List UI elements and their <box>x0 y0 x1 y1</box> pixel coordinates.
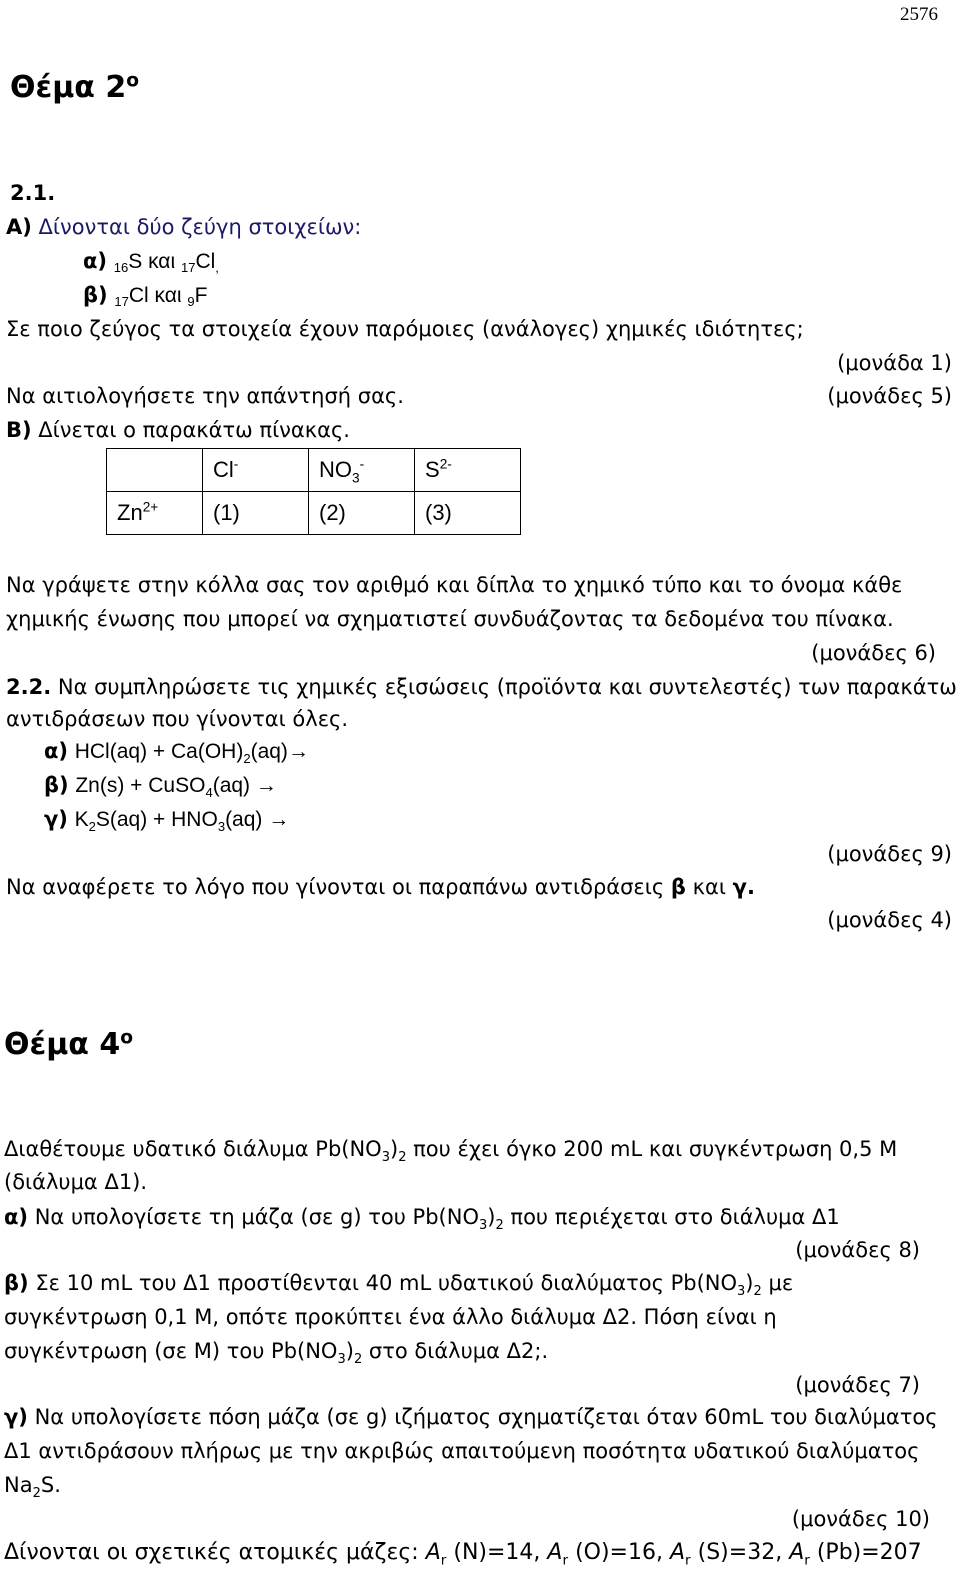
pair-a-z1: 16 <box>113 260 129 276</box>
eq-a-sub1: 2 <box>243 751 251 767</box>
zn-symbol: Zn <box>117 499 143 525</box>
part-a-line <box>6 215 361 240</box>
pair-b-and: και <box>154 284 182 307</box>
s-symbol: S <box>425 456 440 482</box>
mass-n: (N)=14, <box>446 1540 548 1565</box>
pair-a-z2: 17 <box>180 260 196 276</box>
theme4-c-line-3 <box>4 1473 61 1502</box>
atomic-masses-line <box>4 1540 922 1569</box>
theme4-b-line-2: συγκέντρωση 0,1 M, οπότε προκύπτει ένα άλλο διάλυμα Δ2. Πόση είναι η <box>4 1305 777 1329</box>
theme4-a-part1: Να υπολογίσετε τη μάζα (σε g) του Pb(NO <box>34 1205 479 1229</box>
pair-b-e1: Cl <box>128 284 149 307</box>
theme4-a-label: α) <box>4 1205 29 1229</box>
pair-b-label: β) <box>83 283 108 307</box>
equation-c-formula <box>74 808 290 835</box>
theme4-a-line <box>4 1205 840 1234</box>
write-line-2: χημικής ένωσης που μπορεί να σχηματιστεί συνδυάζοντας τα δεδομένα του πίνακα. <box>6 607 894 631</box>
eq-a-part2: (aq) <box>250 740 288 763</box>
no3-sub: 3 <box>352 470 360 486</box>
table-cell-3: (3) <box>415 492 521 535</box>
table-header-no3 <box>309 449 415 492</box>
arrow-icon: → <box>287 740 309 763</box>
theme4-c-line-2: Δ1 αντιδράσουν πλήρως με την ακριβώς απαιτούμενη ποσότητα υδατικού διαλύματος <box>4 1439 920 1463</box>
intro-part1: Διαθέτουμε υδατικό διάλυμα Pb(NO <box>4 1137 382 1161</box>
eq-c-part2: S(aq) + HNO <box>95 808 218 831</box>
marks-5: (μονάδες 5) <box>827 384 952 408</box>
theme4-heading-sup: ο <box>120 1027 133 1048</box>
theme2-heading-sup: ο <box>126 70 139 91</box>
pair-b-z2: 9 <box>187 294 195 310</box>
theme4-a-sub1: 3 <box>478 1218 488 1234</box>
section-2-2-line <box>6 675 957 700</box>
eq-b-part2: (aq) <box>212 774 251 797</box>
theme4-intro-line-1 <box>4 1137 898 1166</box>
theme4-c-label: γ) <box>4 1405 28 1429</box>
arrow-icon: → <box>255 774 277 797</box>
cl-charge: - <box>233 456 239 472</box>
equation-a <box>44 739 309 767</box>
theme4-b-sub2: 2 <box>753 1284 762 1300</box>
pair-b-formula <box>114 284 208 310</box>
justify-line: Να αιτιολογήσετε την απάντησή σας. <box>6 384 404 408</box>
marks-8: (μονάδες 8) <box>795 1238 920 1262</box>
intro-part2: ) <box>390 1137 399 1161</box>
eq-c-part3: (aq) <box>225 808 263 831</box>
pair-a-and: και <box>148 250 176 273</box>
pair-b-line <box>83 283 207 308</box>
section-2-2-line-2: αντιδράσεων που γίνονται όλες. <box>6 707 349 731</box>
theme4-b-part3: με <box>761 1271 794 1295</box>
theme4-heading-text: Θέμα 4 <box>4 1027 121 1062</box>
theme4-heading <box>4 1027 133 1063</box>
theme4-b-line-3 <box>4 1339 549 1368</box>
ar-pb: A <box>789 1540 805 1565</box>
equation-b-formula <box>75 774 277 801</box>
theme4-a-sub2: 2 <box>495 1218 504 1234</box>
intro-sub1: 3 <box>381 1150 390 1166</box>
theme4-b-l3-sub1: 3 <box>337 1352 346 1368</box>
table-row <box>107 492 521 535</box>
eq-b-sub1: 4 <box>205 785 213 801</box>
mass-s: (S)=32, <box>690 1540 790 1565</box>
ar-n-sub: r <box>440 1552 447 1569</box>
table-header-s <box>415 449 521 492</box>
pair-b-z1: 17 <box>114 294 129 310</box>
no3-charge: - <box>359 456 365 472</box>
section-2-2: 2.2. <box>6 675 52 699</box>
table-cell-1: (1) <box>203 492 309 535</box>
pair-a-tail: , <box>215 260 219 276</box>
part-b-text: Δίνεται ο παρακάτω πίνακας. <box>38 418 350 442</box>
ar-o-sub: r <box>562 1552 569 1569</box>
theme4-c-l3-part2: S. <box>40 1473 61 1497</box>
pair-a-e2: Cl <box>195 250 216 273</box>
part-b-line <box>6 418 350 443</box>
pair-a-label: α) <box>83 249 108 273</box>
ion-table <box>106 448 521 535</box>
pair-b-e2: F <box>194 284 208 307</box>
marks-1: (μονάδα 1) <box>837 351 952 375</box>
ar-o: A <box>547 1540 563 1565</box>
ar-s-sub: r <box>685 1552 691 1569</box>
part-a-text: Δίνονται δύο ζεύγη στοιχείων: <box>38 215 362 239</box>
theme4-b-l3-part2: ) <box>345 1339 354 1363</box>
table-corner-cell <box>107 449 203 492</box>
question-1: Σε ποιο ζεύγος τα στοιχεία έχουν παρόμοιες (ανάλογες) χημικές ιδιότητες; <box>6 317 804 341</box>
mass-o: (O)=16, <box>568 1540 670 1565</box>
reason-end: . <box>746 875 755 899</box>
eq-a-part1: HCl(aq) + Ca(OH) <box>74 740 244 763</box>
part-a-label: Α) <box>6 215 32 239</box>
reason-b: β <box>670 875 686 899</box>
theme4-a-part3: που περιέχεται στο διάλυμα Δ1 <box>503 1205 840 1229</box>
reason-line <box>6 875 755 900</box>
equation-c-label: γ) <box>44 807 68 831</box>
theme4-b-l3-part3: στο διάλυμα Δ2;. <box>362 1339 549 1363</box>
pair-a-e1: S <box>128 250 143 273</box>
pair-a-formula <box>113 250 219 276</box>
intro-part3: που έχει όγκο 200 mL και συγκέντρωση 0,5 M <box>406 1137 898 1161</box>
no3-symbol: NO <box>319 456 352 482</box>
reason-text: Να αναφέρετε το λόγο που γίνονται οι παραπάνω αντιδράσεις <box>6 875 665 899</box>
table-header-cl <box>203 449 309 492</box>
equation-b-label: β) <box>44 773 69 797</box>
theme4-c-l3-sub1: 2 <box>32 1486 41 1502</box>
mass-pb: (Pb)=207 <box>809 1540 922 1565</box>
equation-c <box>44 807 290 835</box>
given-text: Δίνονται οι σχετικές ατομικές μάζες: <box>4 1540 419 1565</box>
table-row <box>107 449 521 492</box>
theme4-b-l3-sub2: 2 <box>353 1352 363 1368</box>
theme4-b-part2: ) <box>745 1271 754 1295</box>
theme4-b-part1: Σε 10 mL του Δ1 προστίθενται 40 mL υδατικού διαλύματος Pb(NO <box>35 1271 738 1295</box>
pair-a-line <box>83 249 219 274</box>
theme4-b-line-1 <box>4 1271 794 1300</box>
eq-c-sub2: 3 <box>217 819 226 835</box>
zn-charge: 2+ <box>142 499 159 515</box>
theme4-b-label: β) <box>4 1271 29 1295</box>
equation-a-formula <box>74 740 309 767</box>
theme2-heading-text: Θέμα 2 <box>10 70 127 105</box>
cl-symbol: Cl <box>213 456 234 482</box>
marks-6: (μονάδες 6) <box>811 641 936 665</box>
ar-n: A <box>425 1540 441 1565</box>
section-2-2-text: Να συμπληρώσετε τις χημικές εξισώσεις (προϊόντα και συντελεστές) των παρακάτω <box>57 675 957 699</box>
equation-b <box>44 773 277 801</box>
s-charge: 2- <box>439 456 452 472</box>
theme4-intro-line-2: (διάλυμα Δ1). <box>4 1170 148 1194</box>
theme4-a-part2: ) <box>487 1205 496 1229</box>
theme4-c-text1: Να υπολογίσετε πόση μάζα (σε g) ιζήματος σχηματίζεται όταν 60mL του διαλύματος <box>34 1405 938 1429</box>
part-b-label: Β) <box>6 418 32 442</box>
ar-pb-sub: r <box>804 1552 810 1569</box>
theme4-b-sub1: 3 <box>737 1284 746 1300</box>
table-cell-2: (2) <box>309 492 415 535</box>
theme4-b-l3-part1: συγκέντρωση (σε M) του Pb(NO <box>4 1339 338 1363</box>
marks-10: (μονάδες 10) <box>791 1507 930 1531</box>
marks-4: (μονάδες 4) <box>827 908 952 932</box>
reason-c: γ <box>732 875 747 899</box>
intro-sub2: 2 <box>398 1150 407 1166</box>
write-line-1: Να γράψετε στην κόλλα σας τον αριθμό και δίπλα το χημικό τύπο και το όνομα κάθε <box>6 573 903 597</box>
reason-and: και <box>692 875 726 899</box>
arrow-icon: → <box>268 808 290 831</box>
theme4-c-l3-part1: Na <box>4 1473 33 1497</box>
marks-9: (μονάδες 9) <box>827 842 952 866</box>
eq-c-sub1: 2 <box>88 819 96 835</box>
page-number: 2576 <box>900 4 938 25</box>
equation-a-label: α) <box>44 739 69 763</box>
theme4-c-line-1 <box>4 1405 938 1430</box>
eq-b-part1: Zn(s) + CuSO <box>75 774 206 797</box>
ar-s: A <box>669 1540 686 1565</box>
marks-7: (μονάδες 7) <box>795 1373 920 1397</box>
eq-c-part1: K <box>74 808 89 831</box>
section-2-1: 2.1. <box>10 181 56 205</box>
table-row-zn <box>107 492 203 535</box>
theme2-heading <box>10 70 139 106</box>
